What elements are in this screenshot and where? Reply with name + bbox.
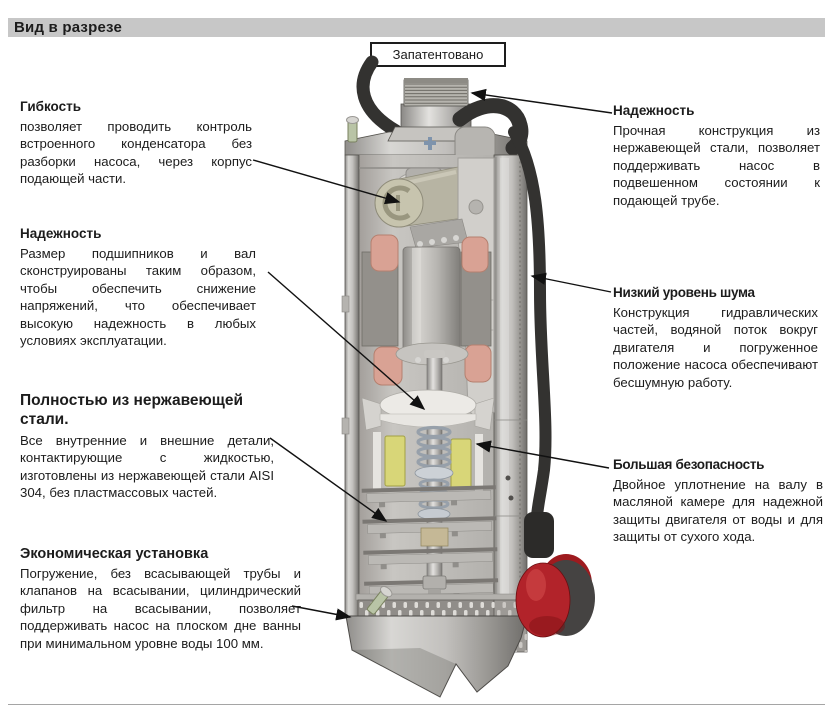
annotation-body: Конструкция гидравлических частей, водяной поток вокруг двигателя и погруженное положение насоса обеспечивают бесшумную работу. xyxy=(613,305,818,390)
annotation-body: Двойное уплотнение на валу в масляной камере для надежной защиты двигателя от воды и для защиты от сухого хода. xyxy=(613,477,823,545)
annotation-body: позволяет проводить контроль встроенного конденсатора без разборки насоса, через корпус подающей части. xyxy=(20,119,252,187)
annotation-heading: Полностью из нержавеющей стали. xyxy=(20,392,243,428)
annotation-body: Все внутренние и внешние детали, контактирующие с жидкостью, изготовлены из нержавеющей стали AISI 304, без пластмассовых частей. xyxy=(20,433,274,501)
annotation-bearings xyxy=(20,226,256,349)
power-cable-top xyxy=(363,62,396,131)
annotation-heading: Гибкость xyxy=(20,99,82,114)
annotation-heading: Надежность xyxy=(20,226,102,241)
annotation-flexibility xyxy=(20,99,252,188)
pump xyxy=(342,62,595,697)
casing-left-wall xyxy=(345,155,359,618)
motor xyxy=(362,219,491,385)
annotation-body: Погружение, без всасывающей трубы и клапанов на всасывании, цилиндрический фильтр на всасывании, позволяет поддерживать насос на плоском дне ванны при минимальном уровне воды 100 мм. xyxy=(20,566,301,651)
annotation-housing xyxy=(613,103,820,209)
annotation-body: Прочная конструкция из нержавеющей стали, позволяет поддерживать насос в подвешенном состоянии к подающей трубе. xyxy=(613,123,820,208)
patent-label: Запатентовано xyxy=(392,47,484,62)
annotation-heading: Экономическая установка xyxy=(20,546,209,562)
shaft-bushing xyxy=(421,528,448,546)
winding-bottom-right xyxy=(465,345,491,382)
annotation-seal xyxy=(613,457,823,546)
rotor xyxy=(403,247,460,353)
oil-chamber-left xyxy=(385,436,405,486)
winding-top-left xyxy=(371,235,398,271)
annotation-heading: Большая безопасность xyxy=(613,457,765,472)
page-title: Вид в разрезе xyxy=(14,19,122,36)
winding-top-right xyxy=(462,237,488,272)
annotation-heading: Надежность xyxy=(613,103,695,118)
annotation-noise xyxy=(613,285,818,391)
oil-chamber-right xyxy=(451,439,471,489)
casing-right-shell xyxy=(494,155,527,618)
annotation-installation xyxy=(20,546,301,652)
float-switch xyxy=(516,512,595,637)
footer-divider xyxy=(8,704,825,705)
annotation-body: Размер подшипников и вал сконструированы таким образом, чтобы обеспечить снижение напряжений, что обеспечивает высокую надежность в любых условиях эксплуатации. xyxy=(20,246,256,349)
annotation-heading: Низкий уровень шума xyxy=(613,285,755,300)
float-cable-boot xyxy=(524,512,554,558)
annotation-stainless xyxy=(20,391,274,502)
